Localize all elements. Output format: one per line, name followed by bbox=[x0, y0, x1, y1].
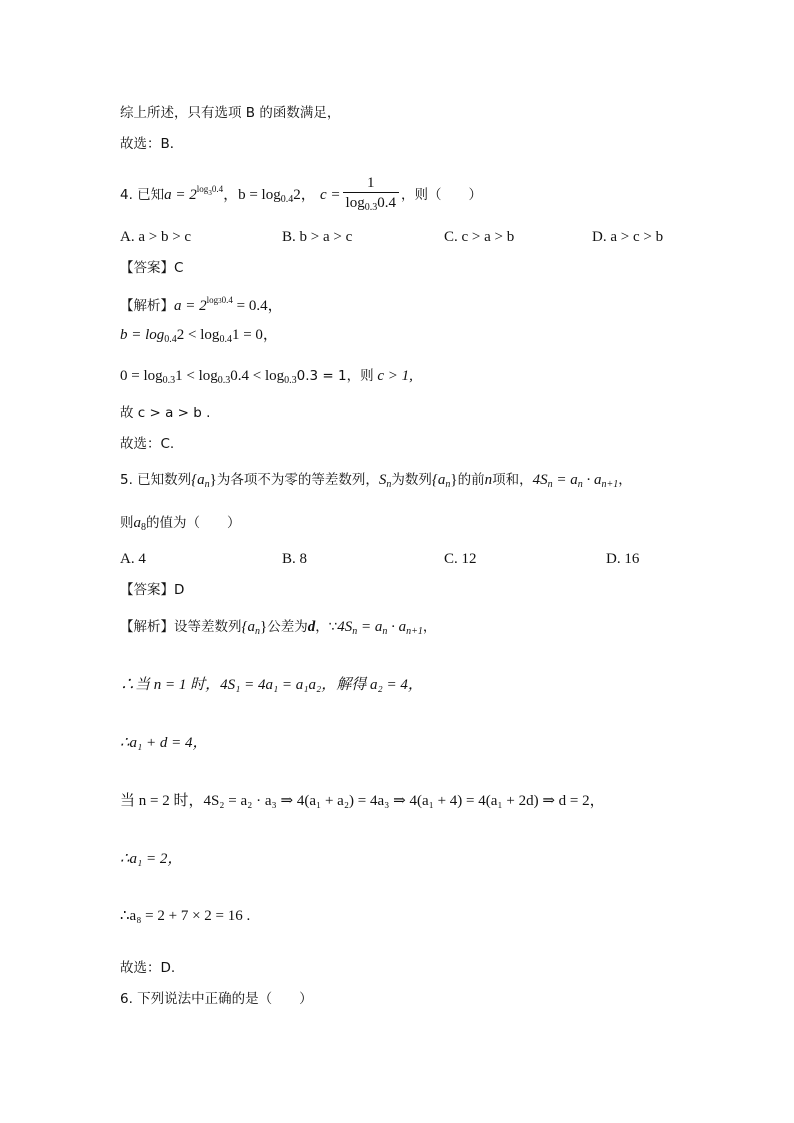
q5-selection: 故选：D. bbox=[120, 960, 176, 976]
q5-solution-line-3: ∴a₁ + d = 4， bbox=[120, 735, 208, 751]
question-6-stem: 6. 下列说法中正确的是（ ） bbox=[120, 991, 313, 1007]
question-5-stem-2: 则$a_8$的值为（ ） bbox=[120, 515, 241, 533]
q5-solution-line-4: 当 n = 2 时，4S₂ = a₂ · a₃ ⇒ 4(a₁ + a₂) = 4a₃ ⇒ 4(a₁ + 4) = 4(a₁ + 2d) ⇒ d = 2， bbox=[120, 793, 605, 809]
q4-solution-line-1: 【解析】$a = 2^{log30.4} = 0.4$， bbox=[120, 295, 283, 314]
q5-solution-line-6: ∴a₈ = 2 + 7 × 2 = 16 . bbox=[120, 908, 251, 924]
q4-solution-line-4: 故 c > a > b . bbox=[120, 405, 211, 421]
q4-option-d: D. a > c > b bbox=[592, 229, 664, 245]
q5-option-d: D. 16 bbox=[606, 551, 640, 567]
q4-option-a: A. a > b > c bbox=[120, 229, 192, 245]
q5-solution-line-2: ∴当 n = 1 时，4S₁ = 4a₁ = a₁a₂，解得 a₂ = 4， bbox=[120, 677, 423, 693]
q4-answer: 【答案】C bbox=[120, 260, 184, 276]
q5-option-b: B. 8 bbox=[282, 551, 308, 567]
q5-option-a: A. 4 bbox=[120, 551, 146, 567]
q5-solution-line-1: 【解析】设等差数列$\{a_n\}$公差为d，$\because 4S_n = a_n \cdot a_{n+1}$， bbox=[120, 619, 437, 637]
q4-solution-line-3: $0 = \log_{0.3}1 < \log_{0.3}0.4 < \log_{0.3}0.3 = 1$，则 c > 1, bbox=[120, 368, 413, 386]
selection-line-b: 故选：B． bbox=[120, 136, 184, 152]
conclusion-line: 综上所述，只有选项 B 的函数满足， bbox=[120, 105, 341, 121]
q4-solution-line-2: $b = \log_{0.4}2 < \log_{0.4}1 = 0$， bbox=[120, 327, 278, 345]
q5-solution-line-5: ∴a₁ = 2， bbox=[120, 851, 183, 867]
q4-selection: 故选：C. bbox=[120, 436, 175, 452]
c-fraction: $\frac{1}{\log_{0.3}0.4}$ bbox=[343, 174, 399, 218]
question-5-stem: 5. 已知数列$\{a_n\}$为各项不为零的等差数列，$S_n$为数列$\{a_n\}$的前n项和，$4S_n = a_n \cdot a_{n+1}$， bbox=[120, 472, 632, 490]
q5-answer: 【答案】D bbox=[120, 582, 185, 598]
question-4-stem: 4. 已知$a = 2^{log_30.4}$，$b = \log_{0.4}2$， c = $\frac{1}{\log_{0.3}0.4}$ ，则（ ） bbox=[120, 170, 482, 219]
q4-option-c: C. c > a > b bbox=[444, 229, 515, 245]
q5-option-c: C. 12 bbox=[444, 551, 477, 567]
q4-option-b: B. b > a > c bbox=[282, 229, 353, 245]
